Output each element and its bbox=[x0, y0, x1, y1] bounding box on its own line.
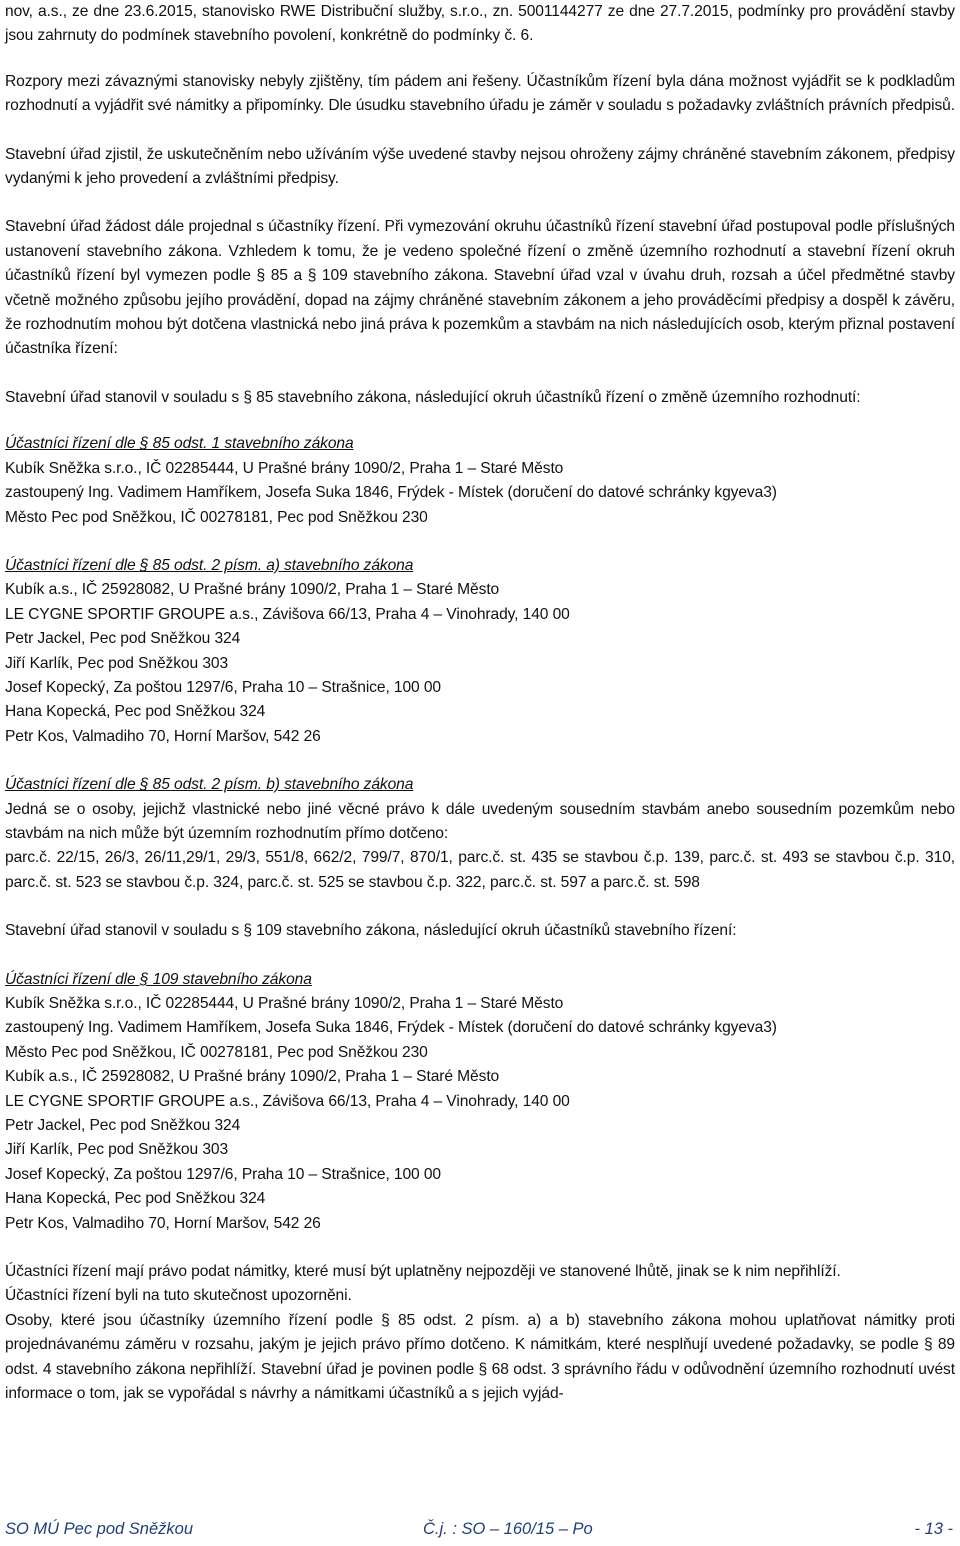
participants-section-85-2a bbox=[5, 554, 955, 749]
list-item: Kubík a.s., IČ 25928082, U Prašné brány 1090/2, Praha 1 – Staré Město bbox=[5, 1068, 500, 1086]
list-item: Petr Jackel, Pec pod Sněžkou 324 bbox=[5, 1117, 241, 1135]
footer-page-number: - 13 - bbox=[914, 1520, 953, 1538]
list-item: Josef Kopecký, Za poštou 1297/6, Praha 10 – Strašnice, 100 00 bbox=[5, 1165, 442, 1183]
list-item: Petr Kos, Valmadiho 70, Horní Maršov, 542 26 bbox=[5, 727, 321, 745]
participants-section-85-1 bbox=[5, 432, 955, 530]
list-item: Josef Kopecký, Za poštou 1297/6, Praha 10 – Strašnice, 100 00 bbox=[5, 678, 442, 696]
list-item: Město Pec pod Sněžkou, IČ 00278181, Pec pod Sněžkou 230 bbox=[5, 1043, 428, 1061]
footer-office: SO MÚ Pec pod Sněžkou bbox=[5, 1520, 194, 1538]
footer-reference: Č.j. : SO – 160/15 – Po bbox=[423, 1520, 593, 1538]
participants-section-109 bbox=[5, 968, 955, 1236]
closing-line: Účastníci řízení mají právo podat námitky, které musí být uplatněny nejpozději ve stanovené lhůtě, jinak se k nim nepřihlíží. bbox=[5, 1263, 841, 1281]
closing-line: Účastníci řízení byli na tuto skutečnost upozorněni. bbox=[5, 1287, 352, 1305]
parcel-list: parc.č. 22/15, 26/3, 26/11,29/1, 29/3, 551/8, 662/2, 799/7, 870/1, parc.č. st. 435 se stavbou č.p. 139, parc.č. st. 493 se stavbou č.p. 310, parc.č. st. 523 se stavbou č.p. 324, parc.č. st. 525 se stavbou č.p. 322, parc.č. st. 597 a parc.č. st. 598 bbox=[5, 849, 955, 891]
participants-section-85-2b bbox=[5, 773, 955, 895]
section-heading: Účastníci řízení dle § 85 odst. 1 stavebního zákona bbox=[5, 435, 354, 453]
paragraph-conditions: nov, a.s., ze dne 23.6.2015, stanovisko RWE Distribuční služby, s.r.o., zn. 5001144277 ze dne 27.7.2015, podmínky pro provádění stavby jsou zahrnuty do podmínek stavebního povolení, konkrétně do podmínky č. 6. bbox=[5, 3, 955, 45]
list-item: Hana Kopecká, Pec pod Sněžkou 324 bbox=[5, 703, 266, 721]
paragraph-findings: Stavební úřad zjistil, že uskutečněním nebo užíváním výše uvedené stavby nejsou ohroženy zájmy chráněné stavebním zákonem, předpisy vydanými k jeho provedení a zvláštními předpisy. bbox=[5, 145, 955, 188]
list-item: Petr Kos, Valmadiho 70, Horní Maršov, 542 26 bbox=[5, 1214, 321, 1232]
page-body bbox=[5, 0, 955, 1407]
paragraph-disputes: Rozpory mezi závaznými stanovisky nebyly zjištěny, tím pádem ani řešeny. Účastníkům řízení byla dána možnost vyjádřit se k podkladům rozhodnutí a vyjádřit své námitky a připomínky. Dle úsudku stavebního úřadu je záměr v souladu s požadavky zvláštních právních předpisů. bbox=[5, 72, 955, 115]
section-heading: Účastníci řízení dle § 85 odst. 2 písm. b) stavebního zákona bbox=[5, 776, 414, 794]
list-item: LE CYGNE SPORTIF GROUPE a.s., Závišova 66/13, Praha 4 – Vinohrady, 140 00 bbox=[5, 1092, 570, 1110]
paragraph-section-85-intro: Stavební úřad stanovil v souladu s § 85 stavebního zákona, následující okruh účastníků řízení o změně územního rozhodnutí: bbox=[5, 388, 861, 406]
list-item: Petr Jackel, Pec pod Sněžkou 324 bbox=[5, 630, 241, 648]
closing-paragraph: Osoby, které jsou účastníky územního řízení podle § 85 odst. 2 písm. a) a b) stavebního zákona mohou uplatňovat námitky proti projednávanému záměru v rozsahu, jakým je jejich právo přímo dotčeno. K námitkám, které nesplňují uvedené požadavky, se podle § 89 odst. 4 stavebního zákona nepřihlíží. Stavební úřad je povinen podle § 68 odst. 3 správního řádu v odůvodnění územního rozhodnutí uvést informace o tom, jak se vypořádal s návrhy a námitkami účastníků a s jejich vyjád- bbox=[5, 1311, 955, 1403]
section-heading: Účastníci řízení dle § 85 odst. 2 písm. a) stavebního zákona bbox=[5, 556, 414, 574]
page-footer bbox=[5, 1520, 955, 1546]
list-item: Jiří Karlík, Pec pod Sněžkou 303 bbox=[5, 1141, 229, 1159]
list-item: LE CYGNE SPORTIF GROUPE a.s., Závišova 66/13, Praha 4 – Vinohrady, 140 00 bbox=[5, 605, 570, 623]
list-item: zastoupený Ing. Vadimem Hamříkem, Josefa Suka 1846, Frýdek - Místek (doručení do datové schránky kgyeva3) bbox=[5, 1019, 777, 1037]
list-item: zastoupený Ing. Vadimem Hamříkem, Josefa Suka 1846, Frýdek - Místek (doručení do datové schránky kgyeva3) bbox=[5, 484, 777, 502]
list-item: Kubík Sněžka s.r.o., IČ 02285444, U Prašné brány 1090/2, Praha 1 – Staré Město bbox=[5, 459, 564, 477]
section-heading: Účastníci řízení dle § 109 stavebního zákona bbox=[5, 970, 312, 988]
closing-section bbox=[5, 1260, 955, 1406]
list-item: Kubík Sněžka s.r.o., IČ 02285444, U Prašné brány 1090/2, Praha 1 – Staré Město bbox=[5, 995, 564, 1012]
section-description: Jedná se o osoby, jejichž vlastnické nebo jiné věcné právo k dále uvedeným sousedním stavbám anebo sousedním pozemkům nebo stavbám na nich může být územním rozhodnutím přímo dotčeno: bbox=[5, 800, 955, 842]
list-item: Jiří Karlík, Pec pod Sněžkou 303 bbox=[5, 654, 229, 672]
list-item: Hana Kopecká, Pec pod Sněžkou 324 bbox=[5, 1190, 266, 1208]
list-item: Město Pec pod Sněžkou, IČ 00278181, Pec pod Sněžkou 230 bbox=[5, 508, 428, 526]
list-item: Kubík a.s., IČ 25928082, U Prašné brány 1090/2, Praha 1 – Staré Město bbox=[5, 581, 500, 599]
paragraph-section-109-intro: Stavební úřad stanovil v souladu s § 109 stavebního zákona, následující okruh účastníků stavebního řízení: bbox=[5, 922, 737, 940]
paragraph-participants-procedure: Stavební úřad žádost dále projednal s účastníky řízení. Při vymezování okruhu účastníků řízení stavební úřad postupoval podle příslušných ustanovení stavebního zákona. Vzhledem k tomu, že je vedeno společné řízení o změně územního rozhodnutí a stavební řízení okruh účastníků řízení byl vymezen podle § 85 a § 109 stavebního zákona. Stavební úřad vzal v úvahu druh, rozsah a účel předmětné stavby včetně možného způsobu jejího provádění, dopad na zájmy chráněné stavebním zákonem a jeho prováděcími předpisy a dospěl k závěru, že rozhodnutím mohou být dotčena vlastnická nebo jiná práva k pozemkům a stavbám na nich následujících osob, kterým přiznal postavení účastníka řízení: bbox=[5, 218, 955, 358]
